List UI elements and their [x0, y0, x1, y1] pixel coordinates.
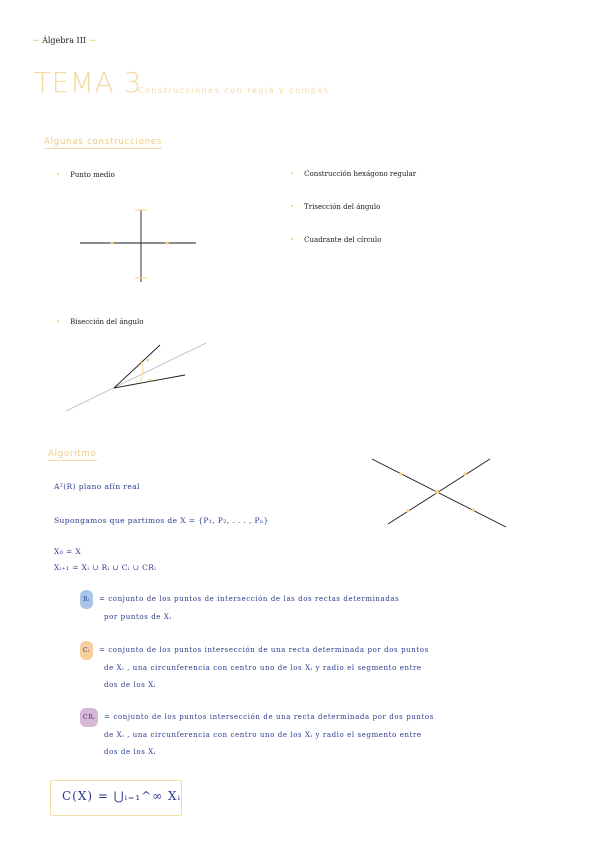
item-label: Trisección del ángulo [304, 203, 381, 211]
section-title-constructions: Algunas construcciones [44, 137, 163, 147]
item-label: Bisección del ángulo [70, 318, 144, 326]
xi-line: Xᵢ₊₁ = Xᵢ ∪ Rᵢ ∪ Cᵢ ∪ CRᵢ [54, 563, 157, 572]
plane-line: A²(R) plano afín real [54, 482, 140, 491]
tema-title: TEMA 3 [34, 66, 142, 99]
badge-CRi: CRᵢ [80, 708, 98, 727]
item-label: Construcción hexágono regular [304, 170, 417, 178]
x0-line: X₀ = X [54, 547, 82, 556]
suppose-line: Supongamos que partimos de X = {P₁, P₂, . . . , Pₙ} [54, 516, 269, 525]
intersection-diagram [372, 459, 506, 527]
def-CRi: CRᵢ = conjunto de los puntos intersección de una recta determinada por dos puntos de Xᵢ , una circunferencia con centro uno de los Xᵢ y radio el segmento entre dos de los Xᵢ [80, 708, 434, 761]
section-title-algoritmo: Algoritmo [48, 449, 97, 459]
header-title: Álgebra III [42, 36, 87, 45]
def-Ri: Rᵢ = conjunto de los puntos de intersección de las dos rectas determinadas por puntos de Xᵢ [80, 590, 399, 626]
item-hexagono: • Construcción hexágono regular [290, 170, 417, 178]
bisection-diagram [66, 343, 206, 411]
header-right-mark: ~ [88, 36, 97, 46]
badge-Ri: Rᵢ [80, 590, 93, 609]
item-biseccion: • Bisección del ángulo [56, 318, 144, 326]
closure-formula: C(X) = ⋃ᵢ₌₁^∞ Xᵢ [62, 789, 181, 803]
def-Ci: Cᵢ = conjunto de los puntos intersección de una recta determinada por dos puntos de Xᵢ , una circunferencia con centro uno de los Xᵢ y radio el segmento entre dos de los Xᵢ [80, 641, 429, 694]
item-cuadrante: • Cuadrante del círculo [290, 236, 382, 244]
midpoint-diagram [80, 210, 196, 282]
tema-subtitle: Construcciones con regla y compás [138, 86, 330, 95]
item-label: Cuadrante del círculo [304, 236, 382, 244]
item-label: Punto medio [70, 171, 115, 179]
item-punto-medio: • Punto medio [56, 171, 115, 179]
badge-Ci: Cᵢ [80, 641, 93, 660]
header-left-mark: ~ [32, 36, 40, 46]
item-triseccion: • Trisección del ángulo [290, 203, 381, 211]
